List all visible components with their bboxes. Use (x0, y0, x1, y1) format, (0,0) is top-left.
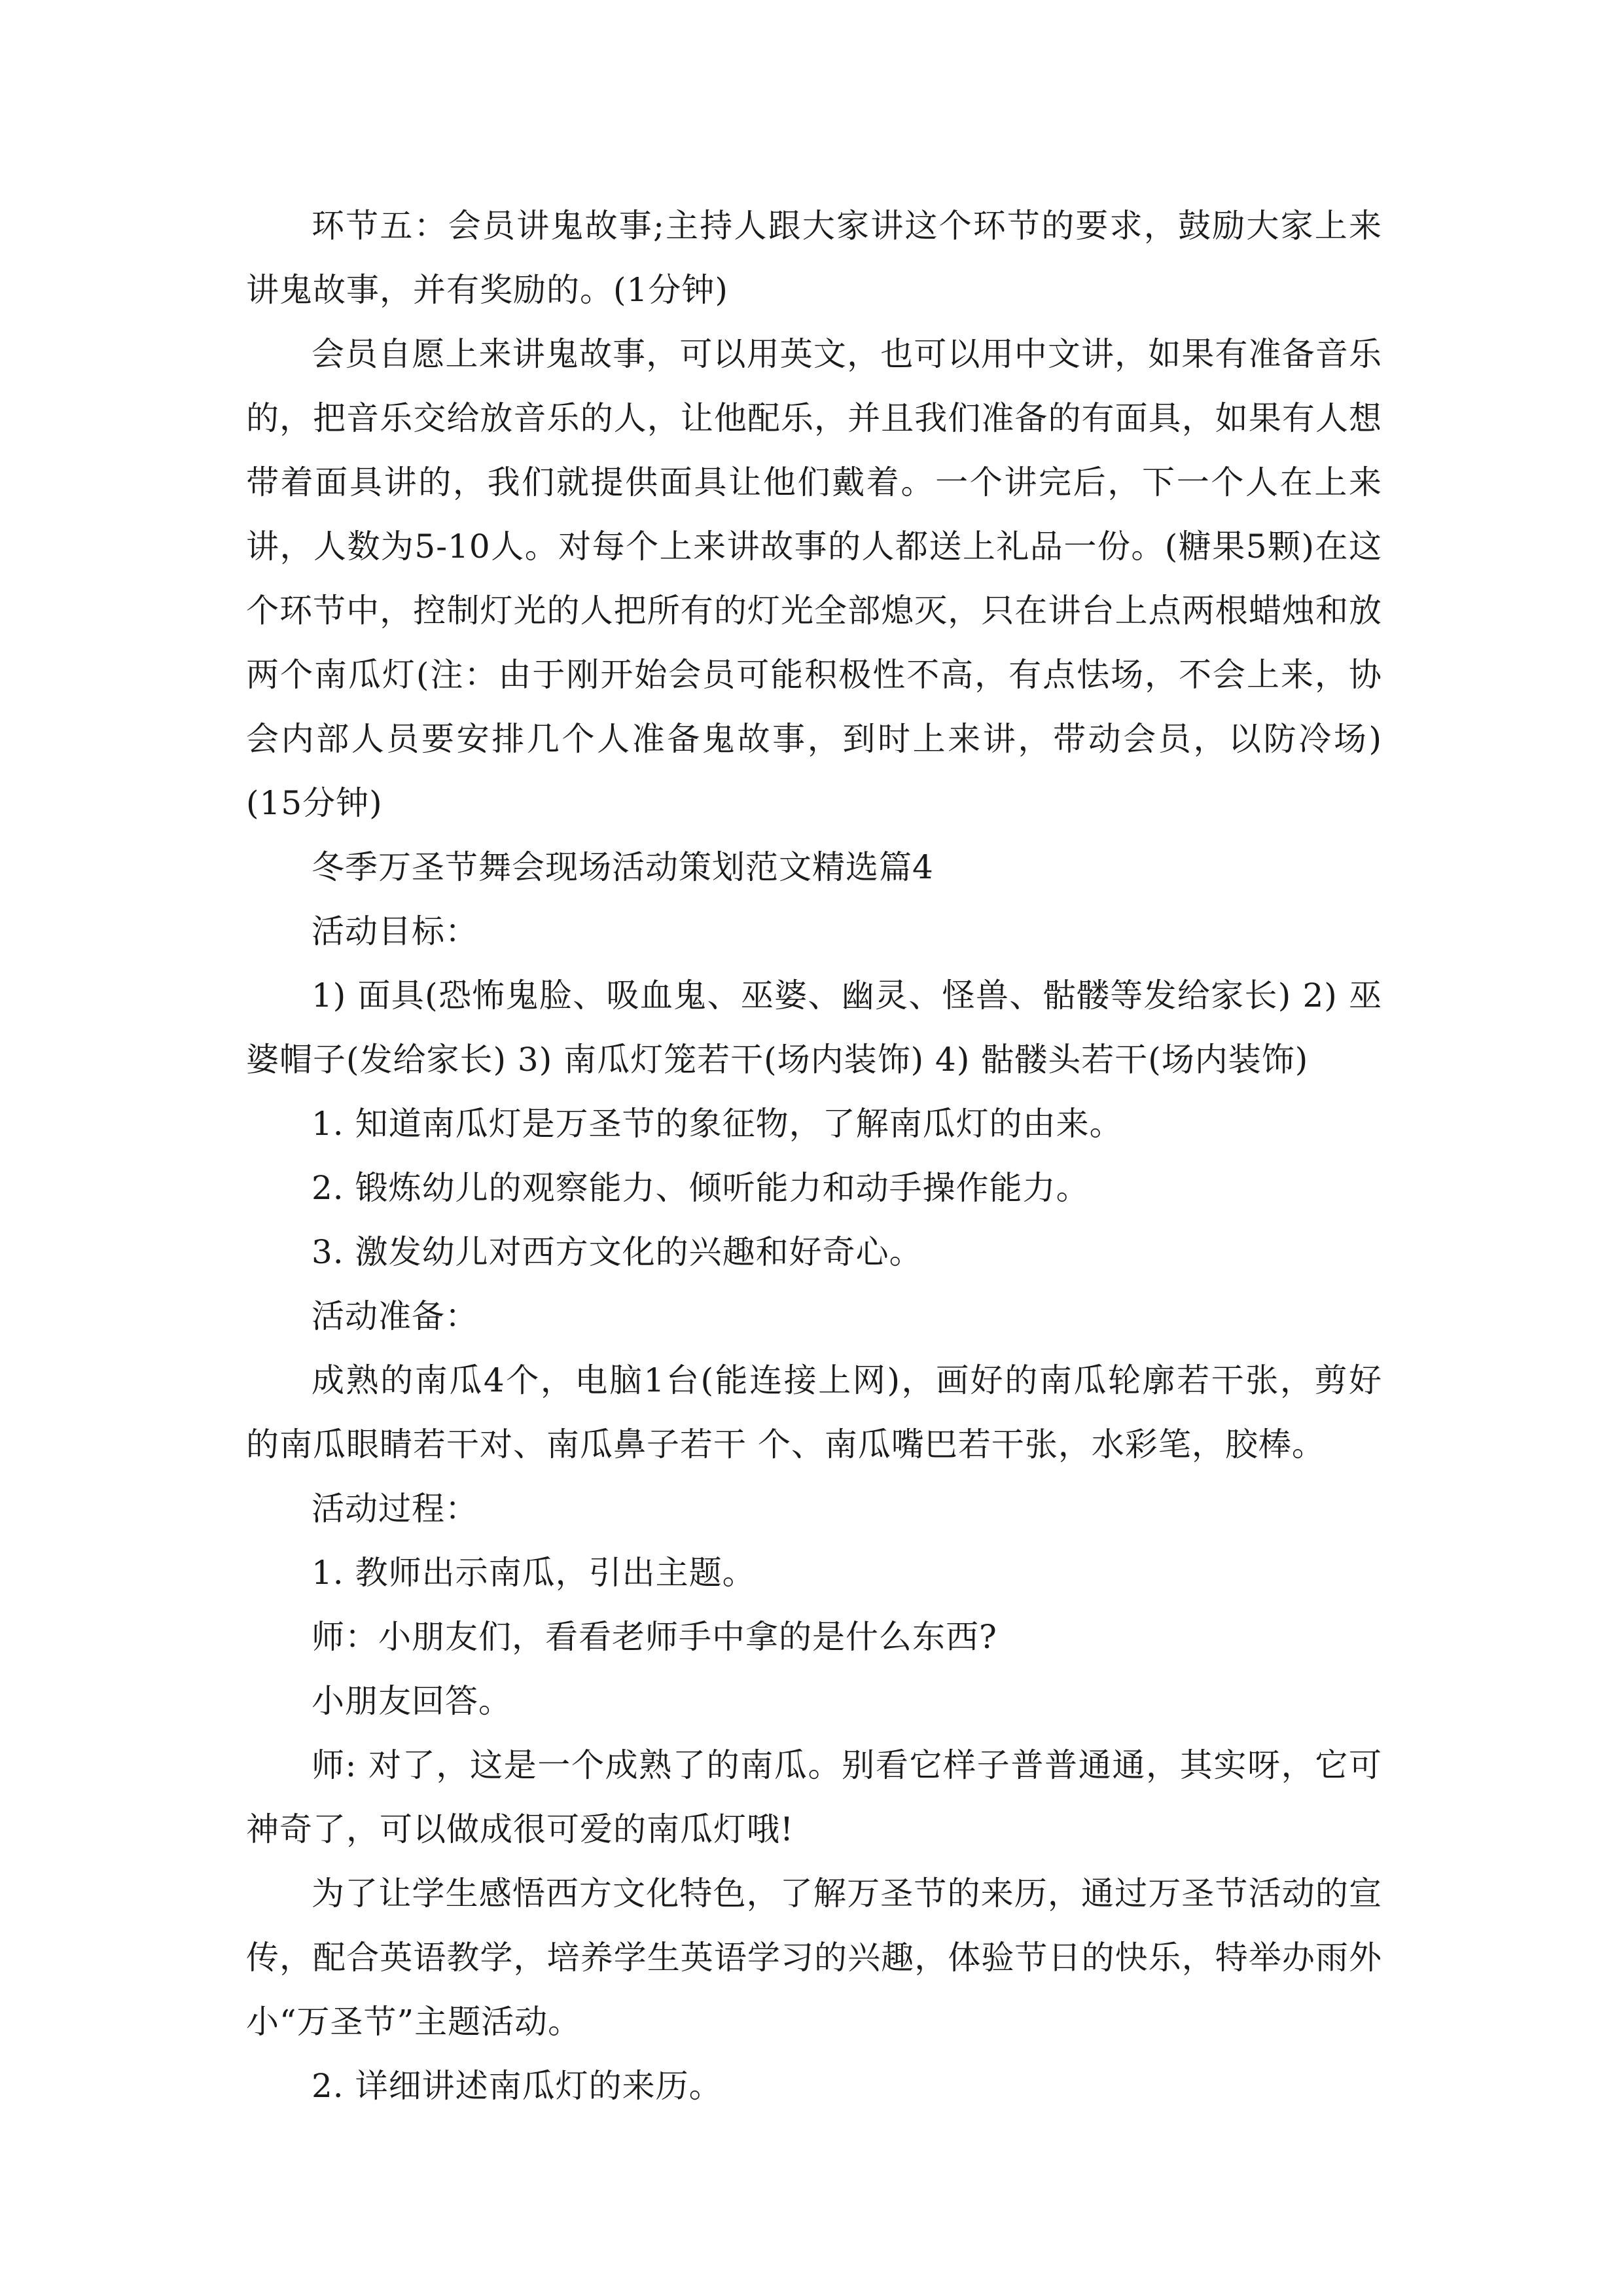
paragraph-ghost-story-rules: 会员自愿上来讲鬼故事，可以用英文，也可以用中文讲，如果有准备音乐的，把音乐交给放音乐的人，让他配乐，并且我们准备的有面具，如果有人想带着面具讲的，我们就提供面具让他们戴着。一个讲完后，下一个人在上来讲，人数为5-10人。对每个上来讲故事的人都送上礼品一份。(糖果5颗)在这个环节中，控制灯光的人把所有的灯光全部熄灭，只在讲台上点两根蜡烛和放两个南瓜灯(注：由于刚开始会员可能积极性不高，有点怯场，不会上来，协会内部人员要安排几个人准备鬼故事，到时上来讲，带动会员，以防冷场)(15分钟) (246, 335, 1382, 822)
label-activity-goals: 活动目标： (312, 912, 478, 950)
label-activity-prep: 活动准备： (312, 1297, 478, 1335)
label-activity-process: 活动过程： (312, 1490, 478, 1528)
list-item-goal-2: 2. 锻炼幼儿的观察能力、倾听能力和动手操作能力。 (312, 1169, 1090, 1207)
paragraph-props-list: 1) 面具(恐怖鬼脸、吸血鬼、巫婆、幽灵、怪兽、骷髅等发给家长) 2) 巫婆帽子(发给家长) 3) 南瓜灯笼若干(场内装饰) 4) 骷髅头若干(场内装饰) (246, 977, 1382, 1079)
paragraph-children-answer: 小朋友回答。 (312, 1682, 512, 1720)
paragraph-materials: 成熟的南瓜4个，电脑1台(能连接上网)，画好的南瓜轮廓若干张，剪好的南瓜眼睛若干对、南瓜鼻子若干 个、南瓜嘴巴若干张，水彩笔，胶棒。 (246, 1361, 1382, 1463)
paragraph-teacher-pumpkin: 师: 对了，这是一个成熟了的南瓜。别看它样子普普通通，其实呀，它可神奇了，可以做成很可爱的南瓜灯哦! (246, 1746, 1382, 1848)
section-title: 冬季万圣节舞会现场活动策划范文精选篇4 (312, 848, 934, 886)
list-item-goal-1: 1. 知道南瓜灯是万圣节的象征物，了解南瓜灯的由来。 (312, 1105, 1123, 1143)
document-body (246, 194, 1382, 2118)
list-item-step-1: 1. 教师出示南瓜，引出主题。 (312, 1554, 756, 1592)
list-item-step-2: 2. 详细讲述南瓜灯的来历。 (312, 2067, 722, 2105)
paragraph-teacher-question: 师：小朋友们，看看老师手中拿的是什么东西? (312, 1618, 997, 1656)
list-item-goal-3: 3. 激发幼儿对西方文化的兴趣和好奇心。 (312, 1233, 923, 1271)
paragraph-purpose: 为了让学生感悟西方文化特色，了解万圣节的来历，通过万圣节活动的宣传，配合英语教学，培养学生英语学习的兴趣，体验节日的快乐，特举办雨外小“万圣节”主题活动。 (246, 1874, 1382, 2041)
paragraph-segment-five: 环节五：会员讲鬼故事;主持人跟大家讲这个环节的要求，鼓励大家上来讲鬼故事，并有奖励的。(1分钟) (246, 207, 1382, 309)
